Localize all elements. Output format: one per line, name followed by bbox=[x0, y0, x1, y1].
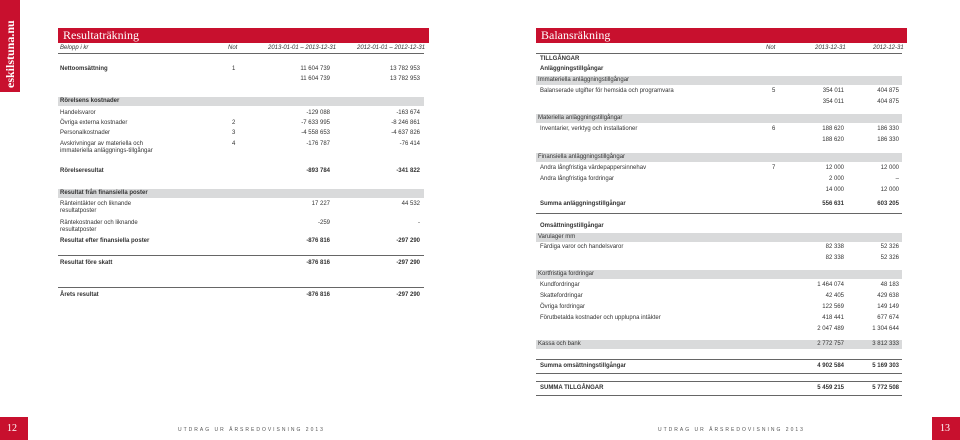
total-assets-label: SUMMA TILLGÅNGAR bbox=[540, 385, 604, 391]
cost-row-2012: -163 674 bbox=[396, 110, 420, 116]
header-divider bbox=[536, 53, 902, 54]
total-current-assets-2013: 4 902 584 bbox=[817, 363, 844, 369]
balance-row-2013: 1 464 074 bbox=[817, 282, 844, 288]
side-tab-text: eskilstuna.nu bbox=[3, 20, 17, 88]
subtotal-2012: 12 000 bbox=[880, 187, 899, 193]
cost-row-2013: -4 558 653 bbox=[301, 130, 330, 136]
cost-row-note: 3 bbox=[232, 130, 236, 136]
fin-row-2012: 44 532 bbox=[401, 201, 420, 207]
total-assets-2013: 5 459 215 bbox=[817, 385, 844, 391]
operating-result-label: Rörelseresultat bbox=[60, 168, 104, 174]
subtotal-2013: 14 000 bbox=[825, 187, 844, 193]
balance-row-note: 7 bbox=[772, 165, 776, 171]
subtotal-2013: 354 011 bbox=[822, 99, 844, 105]
assets-heading: TILLGÅNGAR bbox=[540, 56, 580, 62]
divider bbox=[58, 255, 424, 256]
fin-row-2013: 17 227 bbox=[311, 201, 330, 207]
cost-row-note: 2 bbox=[232, 120, 236, 126]
right-page-number: 13 bbox=[940, 423, 950, 434]
balance-row-2013: 2 000 bbox=[828, 176, 844, 182]
fin-row-label: Räntekostnader och liknande resultatposter bbox=[60, 220, 138, 233]
balance-row-2013: 82 338 bbox=[825, 244, 844, 250]
date-2012-header: 2012-12-31 bbox=[873, 45, 904, 51]
cost-row-label: Avskrivningar av materiella och immateriella anläggnings-tillgångar bbox=[60, 141, 153, 154]
financial-items-section: Resultat från finansiella poster bbox=[58, 189, 424, 198]
balance-row-label: Färdiga varor och handelsvaror bbox=[540, 244, 624, 250]
subtotal-2013: 2 047 489 bbox=[817, 326, 844, 332]
subtotal-2013: 82 338 bbox=[825, 255, 844, 261]
balance-row-label: Andra långfristiga värdepappersinnehav bbox=[540, 165, 647, 171]
divider bbox=[536, 213, 902, 214]
result-before-tax-2012: -297 290 bbox=[396, 260, 420, 266]
period-2013-header: 2013-01-01 – 2013-12-31 bbox=[268, 45, 337, 51]
short-term-receivables-section: Kortfristiga fordringar bbox=[536, 270, 902, 279]
cost-row-2013: -176 787 bbox=[306, 141, 330, 147]
header-divider bbox=[58, 53, 424, 54]
divider bbox=[536, 359, 902, 360]
balance-row-label: Förutbetalda kostnader och upplupna intäkter bbox=[540, 315, 661, 321]
intangible-assets-section: Immateriella anläggningstillgångar bbox=[536, 76, 902, 85]
net-sales-2013: 11 604 739 bbox=[300, 66, 330, 72]
cost-row-2012: -76 414 bbox=[399, 141, 420, 147]
balance-row-label: Balanserade utgifter för hemsida och programvara bbox=[540, 88, 674, 94]
left-footer-text: UTDRAG UR ÅRSREDOVISNING 2013 bbox=[178, 427, 325, 433]
balance-row-label: Inventarier, verktyg och installationer bbox=[540, 126, 638, 132]
result-before-tax-label: Resultat före skatt bbox=[60, 260, 113, 266]
divider bbox=[536, 395, 902, 396]
result-after-fin-2012: -297 290 bbox=[396, 238, 420, 244]
total-fixed-assets-2012: 603 205 bbox=[877, 201, 899, 207]
cash-2013: 2 772 757 bbox=[817, 341, 844, 347]
balance-row-label: Övriga fordringar bbox=[540, 304, 586, 310]
total-fixed-assets-2013: 556 631 bbox=[822, 201, 844, 207]
side-tab bbox=[0, 0, 20, 92]
balance-row-2012: 677 674 bbox=[877, 315, 899, 321]
income-statement-title: Resultaträkning bbox=[58, 28, 429, 43]
result-after-fin-2013: -876 816 bbox=[306, 238, 330, 244]
fixed-assets-heading: Anläggningstillgångar bbox=[540, 66, 604, 72]
total-current-assets-label: Summa omsättningstillgångar bbox=[540, 363, 627, 369]
current-assets-heading: Omsättningstillgångar bbox=[540, 223, 604, 229]
divider bbox=[58, 287, 424, 288]
balance-row-2012: 48 183 bbox=[880, 282, 899, 288]
balance-row-2012: 429 638 bbox=[877, 293, 899, 299]
balance-row-2012: 12 000 bbox=[880, 165, 899, 171]
balance-row-note: 6 bbox=[772, 126, 776, 132]
balance-row-2013: 188 620 bbox=[822, 126, 844, 132]
total-current-assets-2012: 5 169 303 bbox=[872, 363, 899, 369]
note-column-header: Not bbox=[228, 45, 238, 51]
cost-row-2013: -7 633 995 bbox=[301, 120, 330, 126]
subtotal-2012: 52 326 bbox=[880, 255, 899, 261]
right-footer-text: UTDRAG UR ÅRSREDOVISNING 2013 bbox=[658, 427, 805, 433]
net-sales-sum-2013: 11 604 739 bbox=[300, 76, 330, 82]
balance-row-2013: 122 569 bbox=[822, 304, 844, 310]
operating-result-2012: -341 822 bbox=[396, 168, 420, 174]
total-assets-2012: 5 772 508 bbox=[872, 385, 899, 391]
cost-row-2012: -4 637 826 bbox=[391, 130, 420, 136]
divider bbox=[536, 381, 902, 382]
result-after-fin-label: Resultat efter finansiella poster bbox=[60, 238, 150, 244]
inventory-section: Varulager mm bbox=[536, 233, 902, 242]
net-sales-label: Nettoomsättning bbox=[60, 66, 108, 72]
balance-row-2013: 12 000 bbox=[825, 165, 844, 171]
balance-row-2012: 149 149 bbox=[877, 304, 899, 310]
net-sales-2012: 13 782 953 bbox=[389, 66, 420, 72]
period-2012-header: 2012-01-01 – 2012-12-31 bbox=[357, 45, 426, 51]
balance-row-2013: 418 441 bbox=[822, 315, 844, 321]
financial-assets-section: Finansiella anläggningstillgångar bbox=[536, 153, 902, 162]
cost-row-label: Personalkostnader bbox=[60, 130, 111, 136]
cost-row-2012: -8 246 861 bbox=[391, 120, 420, 126]
fin-row-2013: -259 bbox=[317, 220, 330, 226]
divider bbox=[536, 373, 902, 374]
date-2013-header: 2013-12-31 bbox=[815, 45, 846, 51]
cost-row-2013: -129 088 bbox=[306, 110, 330, 116]
operating-costs-section: Rörelsens kostnader bbox=[58, 97, 424, 106]
amount-unit-label: Belopp i kr bbox=[60, 45, 89, 51]
subtotal-2013: 188 620 bbox=[822, 137, 844, 143]
balance-row-label: Andra långfristiga fordringar bbox=[540, 176, 615, 182]
balance-sheet-title: Balansräkning bbox=[536, 28, 907, 43]
balance-row-2012: – bbox=[895, 176, 899, 182]
net-sales-sum-2012: 13 782 953 bbox=[389, 76, 420, 82]
operating-result-2013: -893 784 bbox=[306, 168, 330, 174]
net-result-label: Årets resultat bbox=[60, 292, 99, 298]
net-result-2013: -876 816 bbox=[306, 292, 330, 298]
fin-row-label: Ränteintäkter och liknande resultatposter bbox=[60, 201, 132, 214]
tangible-assets-section: Materiella anläggningstillgångar bbox=[536, 114, 902, 123]
balance-row-note: 5 bbox=[772, 88, 776, 94]
cash-and-bank-row: Kassa och bank bbox=[536, 340, 902, 349]
subtotal-2012: 186 330 bbox=[877, 137, 899, 143]
cash-2012: 3 812 333 bbox=[872, 341, 899, 347]
balance-row-2013: 354 011 bbox=[822, 88, 844, 94]
balance-row-2013: 42 405 bbox=[825, 293, 844, 299]
balance-row-2012: 404 875 bbox=[877, 88, 899, 94]
cost-row-label: Övriga externa kostnader bbox=[60, 120, 128, 126]
result-before-tax-2013: -876 816 bbox=[306, 260, 330, 266]
net-result-2012: -297 290 bbox=[396, 292, 420, 298]
balance-row-label: Skattefordringar bbox=[540, 293, 583, 299]
subtotal-2012: 404 875 bbox=[877, 99, 899, 105]
net-sales-note: 1 bbox=[232, 66, 236, 72]
subtotal-2012: 1 304 644 bbox=[872, 326, 899, 332]
cost-row-note: 4 bbox=[232, 141, 236, 147]
fin-row-2012: - bbox=[418, 220, 420, 226]
balance-row-2012: 186 330 bbox=[877, 126, 899, 132]
total-fixed-assets-label: Summa anläggningstillgångar bbox=[540, 201, 626, 207]
left-page-number: 12 bbox=[7, 423, 17, 434]
balance-row-label: Kundfordringar bbox=[540, 282, 580, 288]
cost-row-label: Handelsvaror bbox=[60, 110, 96, 116]
balance-row-2012: 52 326 bbox=[880, 244, 899, 250]
note-column-header: Not bbox=[766, 45, 776, 51]
